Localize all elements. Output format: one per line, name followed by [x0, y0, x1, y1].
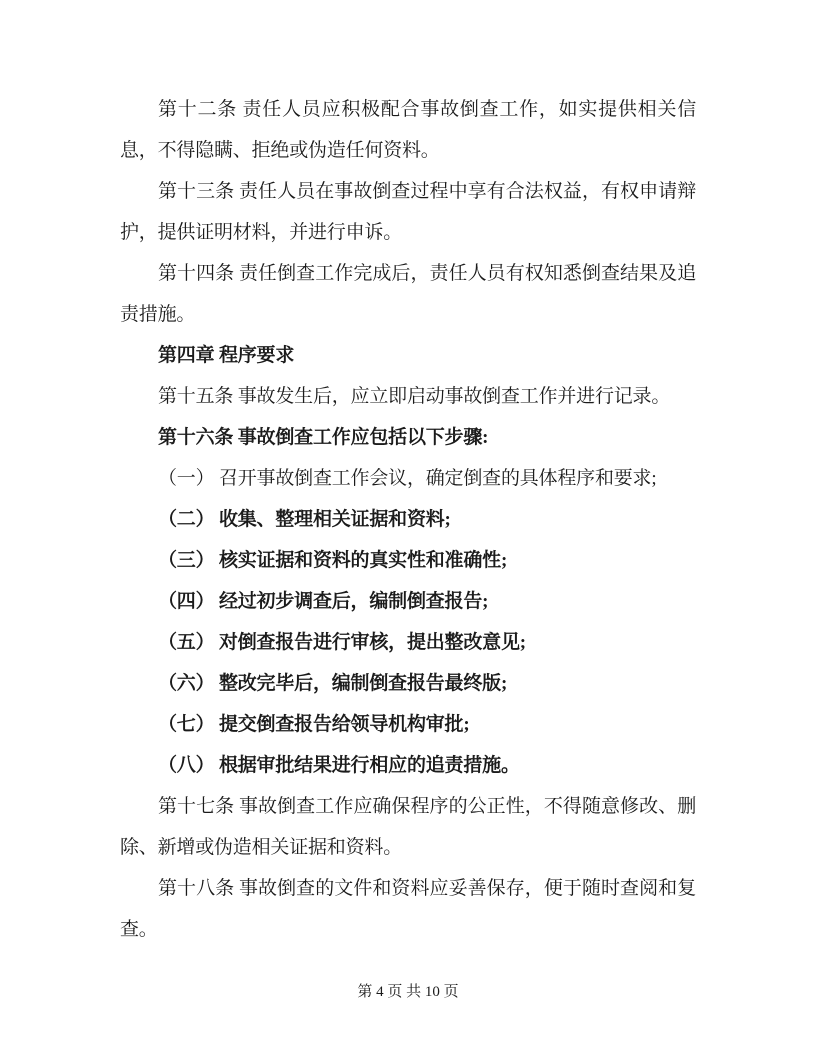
text-line: （八） 根据审批结果进行相应的追责措施。 — [158, 755, 520, 776]
list-item-4 — [120, 581, 696, 622]
text-line: 第十八条 事故倒查的文件和资料应妥善保存，便于随时查阅和复 — [158, 878, 696, 899]
text-line: （四） 经过初步调查后，编制倒查报告; — [158, 591, 489, 612]
text-line: （七） 提交倒查报告给领导机构审批; — [158, 714, 470, 735]
text-line: （五） 对倒查报告进行审核，提出整改意见; — [158, 632, 526, 653]
page-number-footer: 第 4 页 共 10 页 — [357, 984, 459, 1000]
paragraph-article-16 — [120, 417, 696, 458]
chapter-heading-4 — [120, 335, 696, 376]
text-line: 查。 — [120, 919, 158, 940]
paragraph-article-15 — [120, 376, 696, 417]
text-line: 第四章 程序要求 — [158, 345, 295, 366]
list-item-6 — [120, 663, 696, 704]
paragraph-article-18 — [120, 868, 696, 950]
list-item-3 — [120, 540, 696, 581]
list-item-1 — [120, 458, 696, 499]
text-line: （六） 整改完毕后，编制倒查报告最终版; — [158, 673, 508, 694]
text-line: 第十二条 责任人员应积极配合事故倒查工作，如实提供相关信 — [158, 99, 696, 120]
list-item-5 — [120, 622, 696, 663]
text-line: 第十七条 事故倒查工作应确保程序的公正性，不得随意修改、删 — [158, 796, 696, 817]
paragraph-article-17 — [120, 786, 696, 868]
text-line: 第十六条 事故倒查工作应包括以下步骤: — [158, 427, 489, 448]
paragraph-article-12 — [120, 89, 696, 171]
paragraph-article-13 — [120, 171, 696, 253]
text-line: （三） 核实证据和资料的真实性和准确性; — [158, 550, 508, 571]
text-line: （一） 召开事故倒查工作会议，确定倒查的具体程序和要求; — [158, 468, 657, 489]
document-body — [120, 89, 696, 950]
list-item-8 — [120, 745, 696, 786]
text-line: 责措施。 — [120, 304, 196, 325]
paragraph-article-14 — [120, 253, 696, 335]
text-line: 护，提供证明材料，并进行申诉。 — [120, 222, 403, 243]
text-line: （二） 收集、整理相关证据和资料; — [158, 509, 451, 530]
text-line: 息，不得隐瞒、拒绝或伪造任何资料。 — [120, 140, 440, 161]
text-line: 第十五条 事故发生后，应立即启动事故倒查工作并进行记录。 — [158, 386, 671, 407]
text-line: 第十三条 责任人员在事故倒查过程中享有合法权益，有权申请辩 — [158, 181, 696, 202]
text-line: 第十四条 责任倒查工作完成后，责任人员有权知悉倒查结果及追 — [158, 263, 696, 284]
text-line: 除、新增或伪造相关证据和资料。 — [120, 837, 403, 858]
list-item-7 — [120, 704, 696, 745]
list-item-2 — [120, 499, 696, 540]
